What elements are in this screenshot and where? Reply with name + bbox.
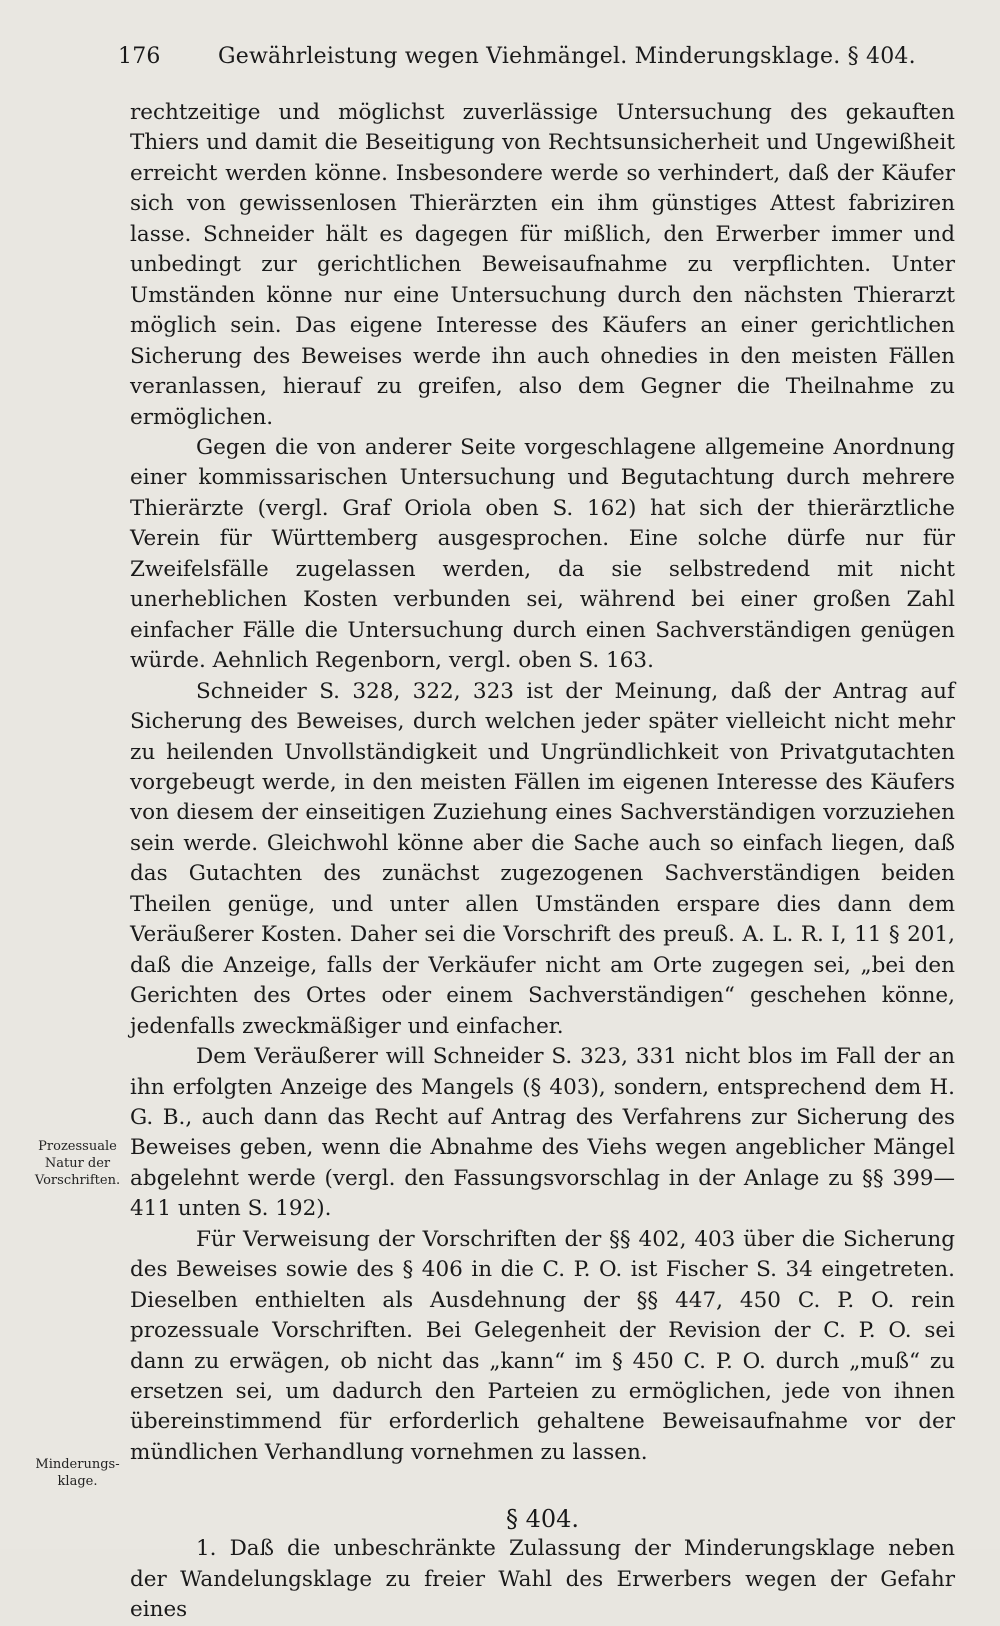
paragraph: Schneider S. 328, 322, 323 ist der Meinung, daß der Antrag auf Sicherung des Beweises, durch welchen jeder später vielleicht nicht mehr zu heilenden Unvollständigkeit und Ungründlichkeit von Privatgutachten vorgebeugt werde, in den meisten Fällen im eigenen Interesse des Käufers von diesem der einseitigen Zuziehung eines Sachverständigen vorzuziehen sein werde. Gleichwohl könne aber die Sache auch so einfach liegen, daß das Gutachten des zunächst zugezogenen Sachverständigen beiden Theilen genüge, und unter allen Umständen erspare dies dann dem Veräußerer Kosten. Daher sei die Vorschrift des preuß. A. L. R. I, 11 § 201, daß die Anzeige, falls der Verkäufer nicht am Orte zugegen sei, „bei den Gerichten des Ortes oder einem Sachverständigen“ geschehen könne, jedenfalls zweckmäßiger und einfacher.: [130, 678, 955, 1039]
paragraph: rechtzeitige und möglichst zuverlässige Untersuchung des gekauften Thiers und damit die Beseitigung von Rechtsunsicherheit und Ungewißheit erreicht werden könne. Insbesondere werde so verhindert, daß der Käufer sich von gewissenlosen Thierärzten ein ihm günstiges Attest fabriziren lasse. Schneider hält es dagegen für mißlich, den Erwerber immer und unbedingt zur gerichtlichen Beweisaufnahme zu verpflichten. Unter Umständen könne nur eine Untersuchung durch den nächsten Thierarzt möglich sein. Das eigene Interesse des Käufers an einer gerichtlichen Sicherung des Beweises werde ihn auch ohnedies in den meisten Fällen veranlassen, hierauf zu greifen, also dem Gegner die Theilnahme zu ermöglichen.: [130, 100, 955, 430]
margin-note-line: Minderungs-: [35, 1457, 120, 1472]
section-heading: § 404.: [505, 1505, 580, 1534]
paragraph: 1. Daß die unbeschränkte Zulassung der Minderungsklage neben der Wandelungsklage zu freier Wahl des Erwerbers wegen der Gefahr eines: [130, 1536, 955, 1623]
body-text: [130, 98, 955, 1626]
margin-note-line: Prozessuale: [38, 1139, 117, 1154]
margin-note-minderung: [30, 1456, 125, 1490]
margin-note-line: Vorschriften.: [34, 1173, 121, 1188]
page-number: 176: [118, 44, 161, 69]
running-header: [118, 42, 916, 72]
margin-note-line: klage.: [57, 1474, 98, 1489]
paragraph: Dem Veräußerer will Schneider S. 323, 331 nicht blos im Fall der an ihn erfolgten Anzeige des Mangels (§ 403), sondern, entsprechend dem H. G. B., auch dann das Recht auf Antrag des Verfahrens zur Sicherung des Beweises geben, wenn die Abnahme des Viehs wegen angeblicher Mängel abgelehnt werde (vergl. den Fassungsvorschlag in der Anlage zu §§ 399—411 unten S. 192).: [130, 1044, 955, 1222]
running-title: Gewährleistung wegen Viehmängel. Minderungsklage. § 404.: [218, 44, 916, 69]
paragraph: Für Verweisung der Vorschriften der §§ 402, 403 über die Sicherung des Beweises sowie des § 406 in die C. P. O. ist Fischer S. 34 eingetreten. Dieselben enthielten als Ausdehnung der §§ 447, 450 C. P. O. rein prozessuale Vorschriften. Bei Gelegenheit der Revision der C. P. O. sei dann zu erwägen, ob nicht das „kann“ im § 450 C. P. O. durch „muß“ zu ersetzen sei, um dadurch den Parteien zu ermöglichen, jede von ihnen übereinstimmend für erforderlich gehaltene Beweisaufnahme vor der mündlichen Verhandlung vornehmen zu lassen.: [130, 1226, 955, 1465]
margin-note-line: Natur der: [44, 1156, 111, 1171]
paragraph: Gegen die von anderer Seite vorgeschlagene allgemeine Anordnung einer kommissarischen Untersuchung und Begutachtung durch mehrere Thierärzte (vergl. Graf Oriola oben S. 162) hat sich der thierärztliche Verein für Württemberg ausgesprochen. Eine solche dürfe nur für Zweifelsfälle zugelassen werden, da sie selbstredend mit nicht unerheblichen Kosten verbunden sei, während bei einer großen Zahl einfacher Fälle die Untersuchung durch einen Sachverständigen genügen würde. Aehnlich Regenborn, vergl. oben S. 163.: [130, 434, 955, 674]
margin-note-prozessuale: [30, 1138, 125, 1189]
